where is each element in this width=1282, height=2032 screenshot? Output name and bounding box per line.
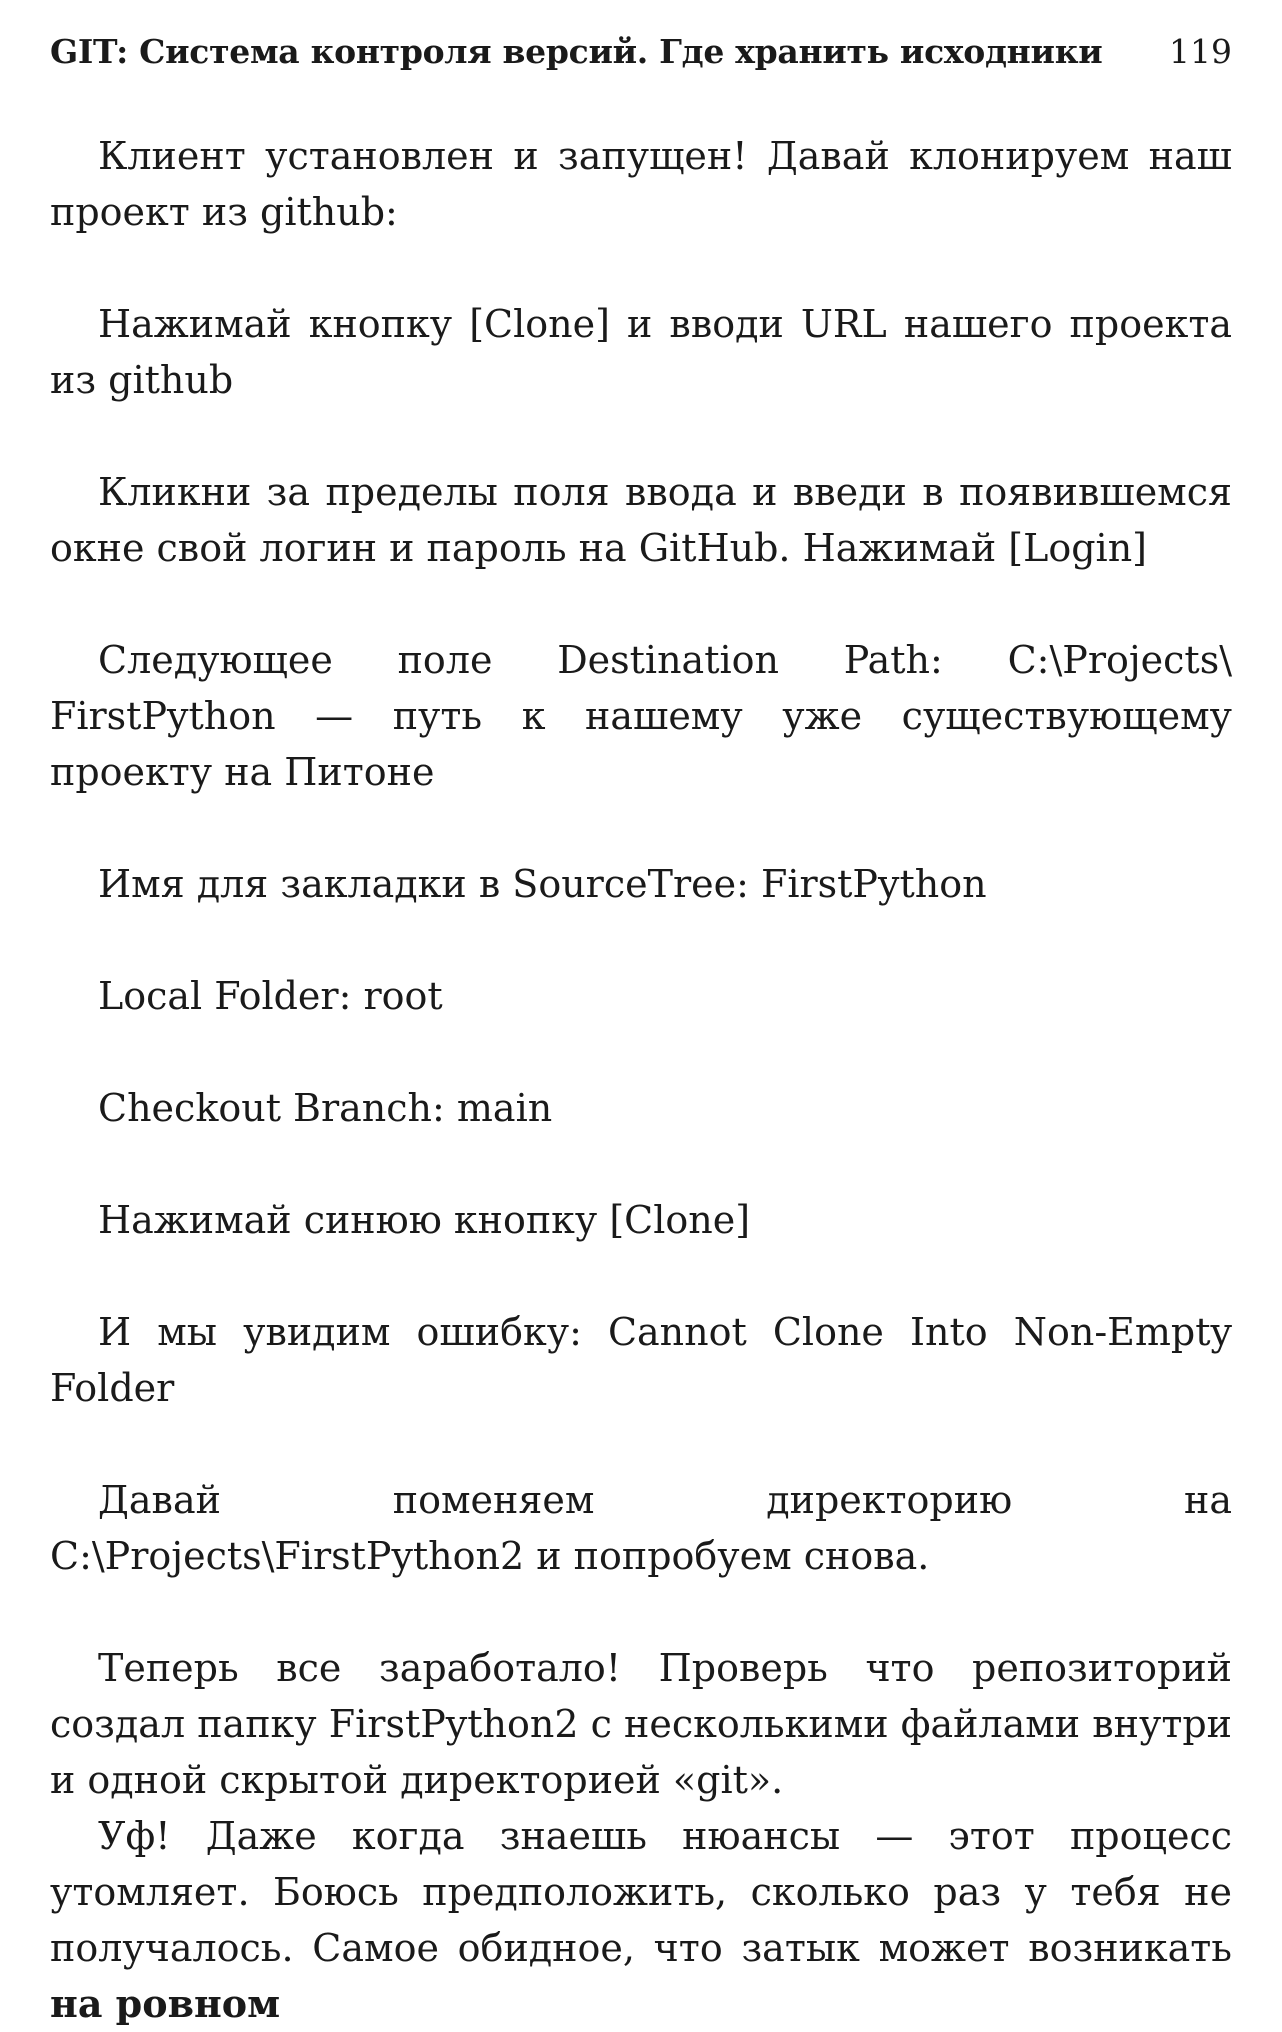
paragraph: Local Folder: root bbox=[98, 974, 443, 1018]
paragraph-last bbox=[50, 1808, 1232, 2032]
paragraph-last-text: Уф! Даже когда знаешь нюансы — этот процесс утомляет. Боюсь предположить, сколько раз у тебя не получалось. Самое обидное, что затык может возникать bbox=[50, 1814, 1232, 1970]
bold-phrase: на ровном bbox=[50, 1981, 281, 2026]
paragraph: Теперь все заработало! Проверь что репозиторий создал папку FirstPython2 с несколькими файлами внутри и одной скрытой директорией «git». bbox=[50, 1646, 1232, 1802]
paragraph: Нажимай кнопку [Clone] и вводи URL нашего проекта из github bbox=[50, 302, 1232, 402]
page-number: 119 bbox=[1169, 32, 1232, 71]
paragraph: Нажимай синюю кнопку [Clone] bbox=[98, 1198, 751, 1242]
body-text bbox=[50, 128, 1232, 2032]
paragraph: Checkout Branch: main bbox=[98, 1086, 553, 1130]
paragraph: И мы увидим ошибку: Cannot Clone Into Non-Empty Folder bbox=[50, 1310, 1232, 1410]
paragraph: Кликни за пределы поля ввода и введи в появившемся окне свой логин и пароль на GitHub. Нажимай [Login] bbox=[50, 470, 1232, 570]
running-header bbox=[50, 32, 1232, 82]
chapter-title: GIT: Система контроля версий. Где хранить исходники bbox=[50, 32, 1103, 71]
paragraph: Следующее поле Destination Path: C:\Projects\ FirstPython — путь к нашему уже существующему проекту на Питоне bbox=[50, 638, 1232, 794]
paragraph: Имя для закладки в SourceTree: FirstPython bbox=[98, 862, 987, 906]
paragraph: Давай поменяем директорию на C:\Projects\FirstPython2 и попробуем снова. bbox=[50, 1478, 1232, 1578]
paragraph: Клиент установлен и запущен! Давай клонируем наш проект из github: bbox=[50, 134, 1232, 234]
